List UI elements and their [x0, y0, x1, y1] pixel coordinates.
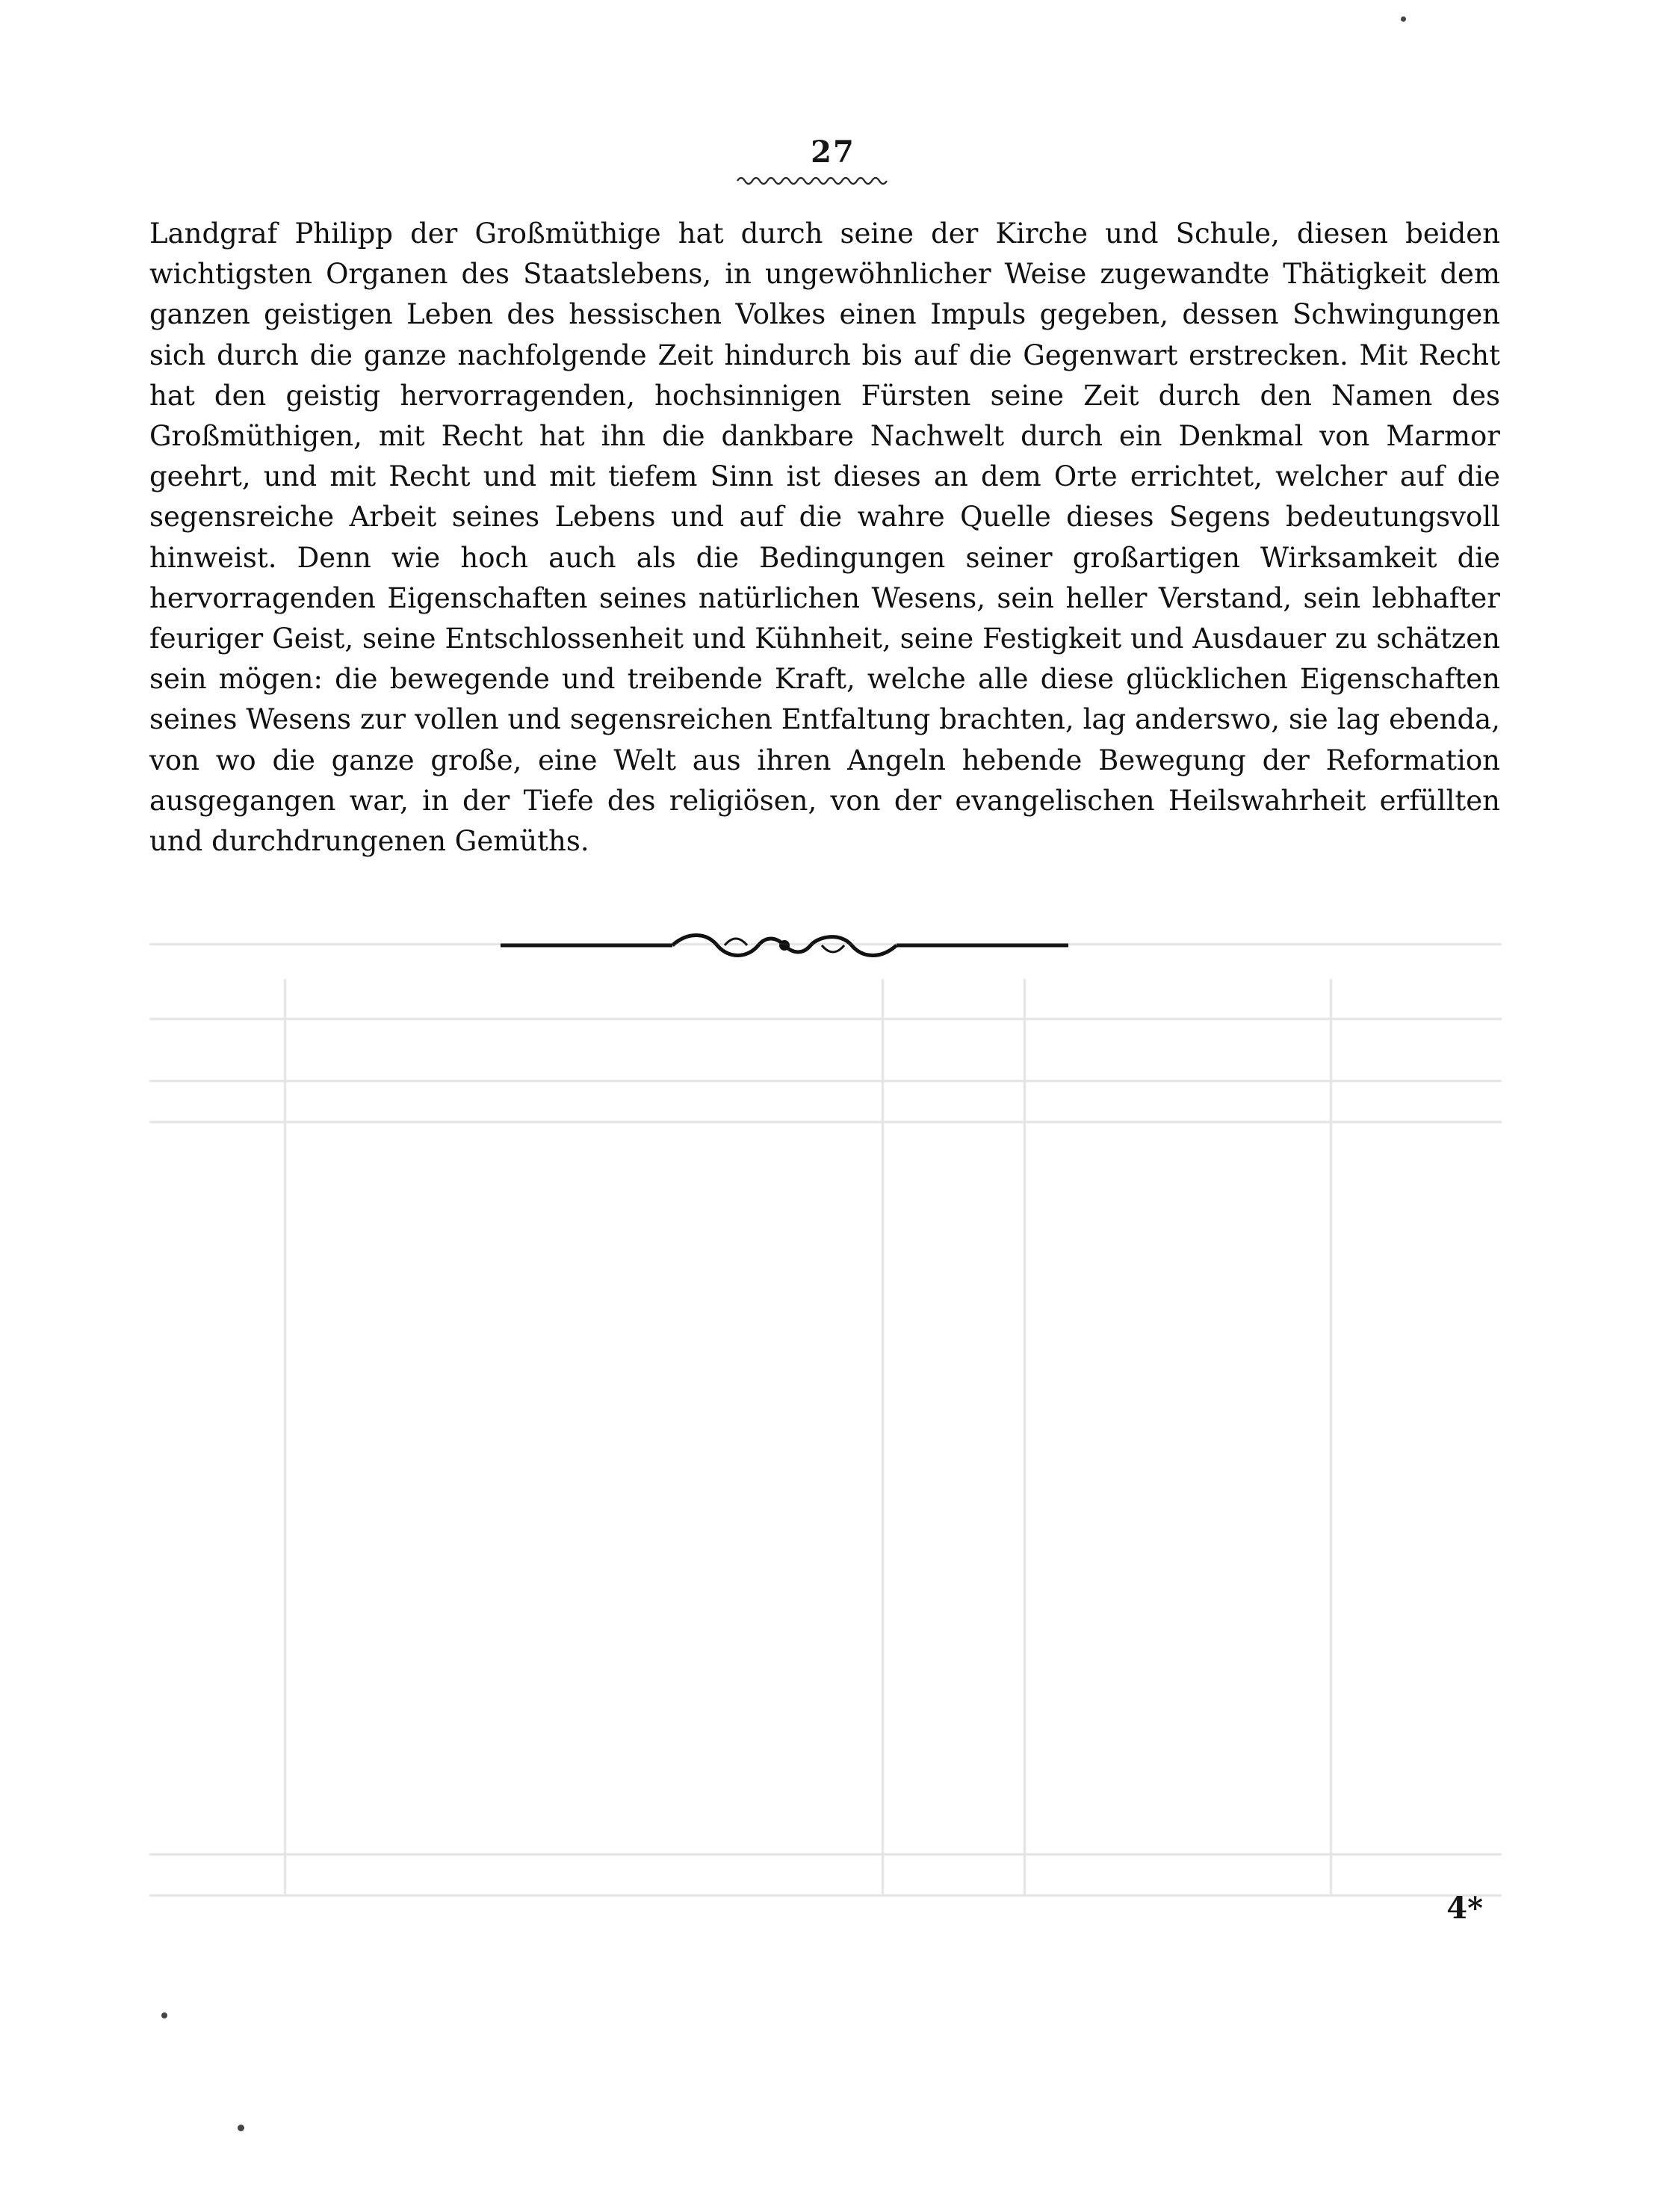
print-speck: [238, 2125, 244, 2131]
header-squiggle-rule: [736, 173, 893, 188]
page-number: 27: [811, 135, 855, 170]
ornamental-divider: [501, 923, 1068, 968]
print-speck: [1401, 16, 1406, 22]
print-speck: [161, 2012, 167, 2018]
body-paragraph: Landgraf Philipp der Großmüthige hat durch seine der Kirche und Schule, diesen beiden wichtigsten Organen des Staatslebens, in ungewöhnlicher Weise zugewandte Thätigkeit dem ganzen geistigen Leben des hessischen Volkes einen Impuls gegeben, dessen Schwingungen sich durch die ganze nachfolgende Zeit hindurch bis auf die Gegenwart erstrecken. Mit Recht hat den geistig hervorragenden, hochsinnigen Fürsten seine Zeit durch den Namen des Großmüthigen, mit Recht hat ihn die dankbare Nachwelt durch ein Denkmal von Marmor geehrt, und mit Recht und mit tiefem Sinn ist dieses an dem Orte errichtet, welcher auf die segensreiche Arbeit seines Lebens und auf die wahre Quelle dieses Segens bedeutungsvoll hinweist. Denn wie hoch auch als die Bedingungen seiner großartigen Wirksamkeit die hervorragenden Eigenschaften seines natürlichen Wesens, sein heller Verstand, sein lebhafter feuriger Geist, seine Entschlossenheit und Kühnheit, seine Festigkeit und Ausdauer zu schätzen sein mögen: die bewegende und treibende Kraft, welche alle diese glücklichen Eigenschaften seines Wesens zur vollen und segensreichen Entfaltung brachten, lag anderswo, sie lag ebenda, von wo die ganze große, eine Welt aus ihren Angeln hebende Bewegung der Reformation ausgegangen war, in der Tiefe des religiösen, von der evangelischen Heilswahrheit erfüllten und durchdrungenen Gemüths.: [149, 217, 1500, 858]
signature-mark: 4*: [1446, 1891, 1483, 1926]
